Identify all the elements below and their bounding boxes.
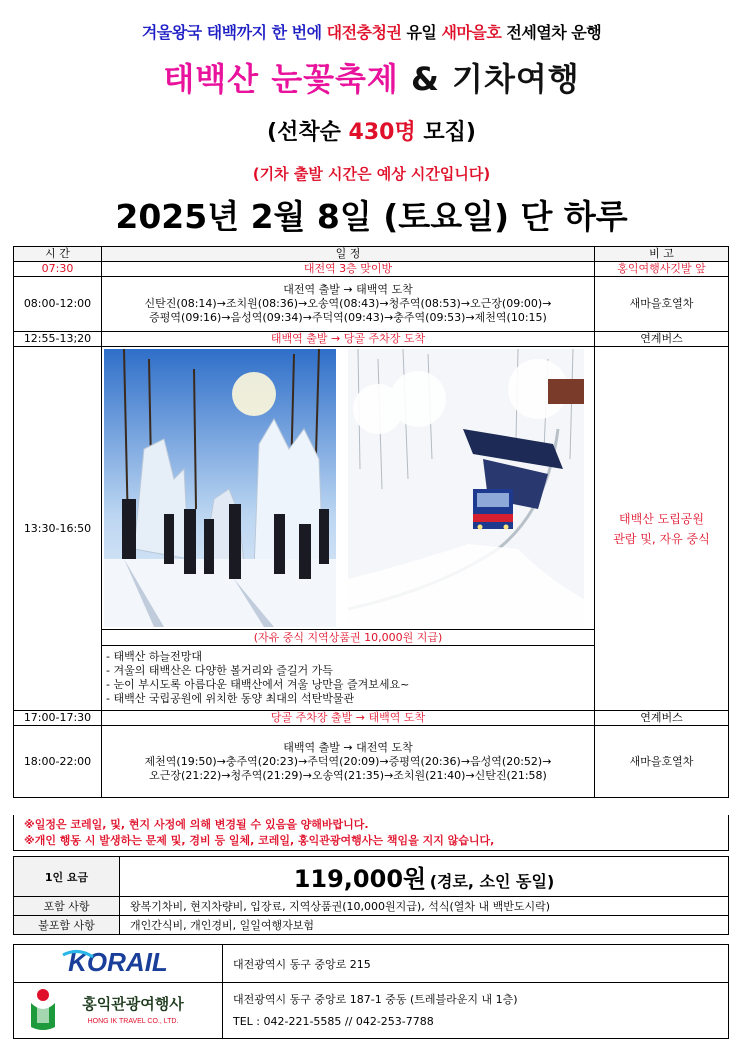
hongik-row (14, 983, 729, 1039)
title-festival: 태백산 눈꽃축제 (163, 60, 411, 98)
header-note: 비 고 (595, 247, 729, 262)
table-row (14, 262, 729, 277)
excluded-label: 불포함 사항 (14, 916, 120, 935)
list-item: - 겨울의 태백산은 다양한 볼거리와 즐길거 가득 (106, 664, 333, 677)
korail-logo-text: KORAIL (68, 947, 168, 977)
included-row (14, 897, 729, 916)
korail-row (14, 945, 729, 983)
headline-top (0, 20, 743, 43)
note-line: ※일정은 코레일, 및, 현지 사정에 의해 변경될 수 있음을 양해바랍니다. (24, 818, 369, 831)
table-row (14, 277, 729, 332)
fee-label: 1인 요금 (14, 857, 120, 897)
list-item: - 태백산 국립공원에 위치한 동양 최대의 석탄박물관 (106, 692, 355, 705)
headline-part: 겨울왕국 태백까지 한 번에 (141, 23, 327, 42)
recruit-line (0, 115, 743, 146)
korail-logo (14, 945, 223, 983)
hongik-logo-en: HONG IK TRAVEL CO., LTD. (87, 1018, 179, 1025)
included-value: 왕복기차비, 현지차량비, 입장료, 지역상품권(10,000원지급), 석식(열차 내 백반도시락) (120, 897, 729, 916)
page-title (0, 54, 743, 100)
fee-table (13, 856, 729, 935)
list-item: - 태백산 하늘전망대 (106, 650, 202, 663)
row-note: 연계버스 (595, 332, 729, 347)
schedule-table (13, 246, 729, 798)
route-line: 증평역(09:16)→음성역(09:34)→주덕역(09:43)→충주역(09:53)→제천역(10:15) (149, 311, 547, 324)
table-row (14, 726, 729, 798)
title-trip: & 기차여행 (410, 60, 580, 98)
highlights-list (102, 646, 595, 711)
note-line: 태백산 도립공원 (619, 511, 704, 526)
headline-train: 새마을호 (441, 23, 502, 42)
row-plan: 당골 주차장 출발 → 태백역 도착 (102, 711, 595, 726)
row-note: 새마을호열차 (595, 277, 729, 332)
row-time: 08:00-12:00 (14, 277, 102, 332)
row-note: 연계버스 (595, 711, 729, 726)
route-line: 제천역(19:50)→충주역(20:23)→주덕역(20:09)→증평역(20:36)→음성역(20:52)→ (144, 754, 552, 768)
fee-row (14, 857, 729, 897)
header-plan: 일 정 (102, 247, 595, 262)
included-label: 포함 사항 (14, 897, 120, 916)
row-time: 12:55-13;20 (14, 332, 102, 347)
hongik-address: 대전광역시 동구 중앙로 187-1 중동 (트레블라운지 내 1층) (233, 992, 518, 1006)
row-plan (102, 277, 595, 332)
fee-value (120, 857, 729, 897)
excluded-row (14, 916, 729, 935)
row-time: 18:00-22:00 (14, 726, 102, 798)
list-item: - 눈이 부시도록 아름다운 태백산에서 겨울 낭만을 즐겨보세요~ (106, 678, 410, 691)
fee-price: 119,000원 (293, 865, 427, 893)
excluded-value: 개인간식비, 개인경비, 일일여행자보험 (120, 916, 729, 935)
photos (102, 347, 594, 629)
row-note (595, 347, 729, 711)
hongik-contact (223, 983, 729, 1039)
schedule-notes (13, 815, 729, 851)
table-row (14, 711, 729, 726)
note-line: 관람 및, 자유 중식 (613, 531, 710, 546)
headline-part: 유일 (401, 23, 442, 42)
row-plan: 태백역 출발 → 당골 주차장 도착 (102, 332, 595, 347)
row-note: 홍익여행사깃발 앞 (595, 262, 729, 277)
fee-price-note: (경로, 소인 동일) (429, 872, 555, 891)
row-time: 13:30-16:50 (14, 347, 102, 711)
hongik-tel: TEL : 042-221-5585 // 042-253-7788 (233, 1014, 434, 1028)
row-plan: 대전역 3층 맞이방 (102, 262, 595, 277)
header-time: 시 간 (14, 247, 102, 262)
note-line: ※개인 행동 시 발생하는 문제 및, 경비 등 일체, 코레일, 홍익관광여행사는 책임을 지지 않습니다, (24, 834, 495, 847)
headline-region: 대전충청권 (326, 23, 402, 42)
row-time: 07:30 (14, 262, 102, 277)
time-notice: (기차 출발 시간은 예상 시간입니다) (252, 165, 491, 183)
row-note: 새마을호열차 (595, 726, 729, 798)
route-line: 신탄진(08:14)→조치원(08:36)→오송역(08:43)→청주역(08:53)→오근장(09:00)→ (144, 297, 552, 310)
event-date: 2025년 2월 8일 (토요일) 단 하루 (115, 197, 628, 236)
hongik-logo-name: 홍익관광여행사 (82, 995, 184, 1013)
photo-cell (102, 347, 595, 630)
table-row (14, 347, 729, 630)
recruit-count: 430명 (348, 120, 416, 145)
footer-table (13, 944, 729, 1039)
table-row (14, 332, 729, 347)
snow-festival-photo (104, 349, 336, 627)
row-plan (102, 726, 595, 798)
route-line: 오근장(21:22)→청주역(21:29)→오송역(21:35)→조치원(21:40)→신탄진(21:58) (149, 768, 547, 782)
recruit-suffix: 모집) (415, 120, 476, 145)
headline-part: 전세열차 운행 (501, 23, 602, 42)
korail-address: 대전광역시 동구 중앙로 215 (223, 945, 729, 983)
plan-heading: 태백역 출발 → 대전역 도착 (283, 740, 413, 754)
row-time: 17:00-17:30 (14, 711, 102, 726)
snow-train-photo (348, 349, 584, 627)
recruit-prefix: (선착순 (267, 120, 349, 145)
lunch-coupon: (자유 중식 지역상품권 10,000원 지급) (102, 630, 595, 646)
table-header-row (14, 247, 729, 262)
hongik-logo (14, 983, 223, 1039)
plan-heading: 대전역 출발 → 태백역 도착 (283, 283, 413, 296)
